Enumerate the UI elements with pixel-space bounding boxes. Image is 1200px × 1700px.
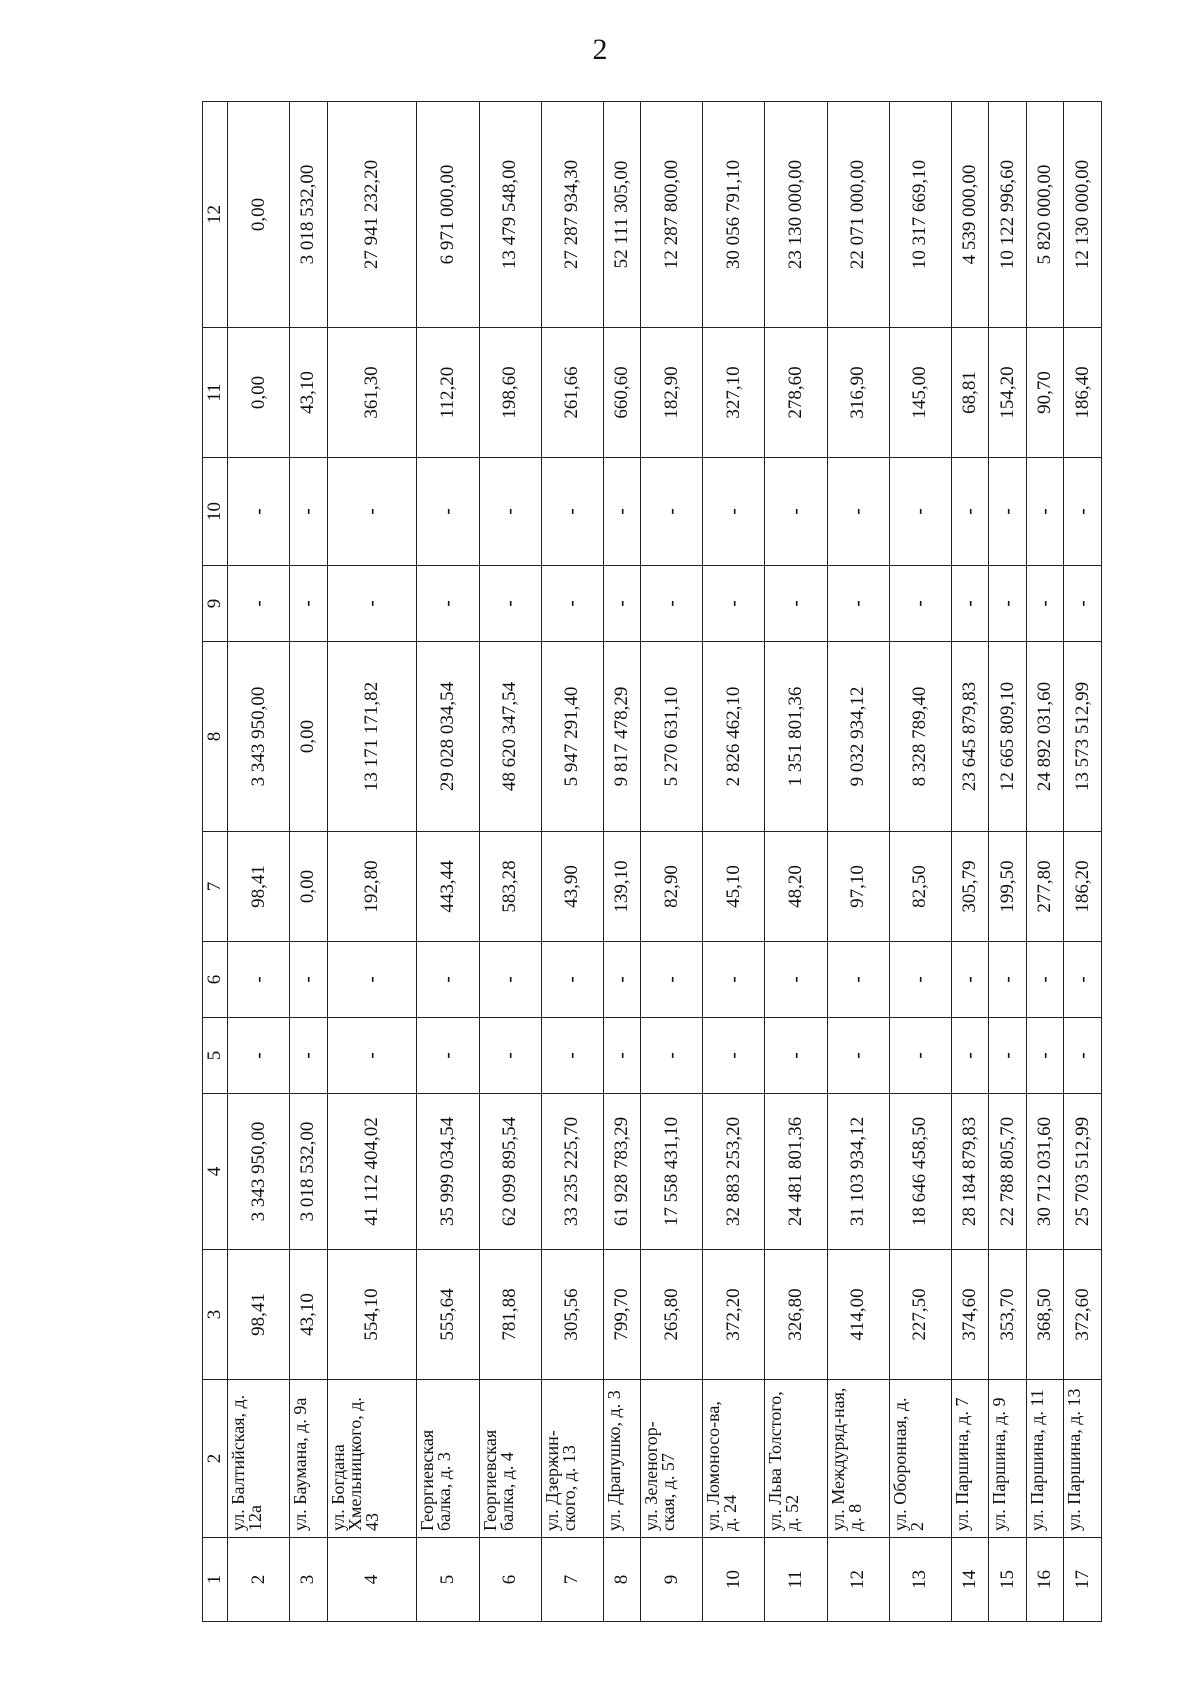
table-cell: - <box>889 458 951 566</box>
table-cell: 199,50 <box>989 832 1027 942</box>
table-header-row <box>203 102 228 1622</box>
table-row <box>703 102 765 1622</box>
table-cell: - <box>1026 942 1064 1018</box>
table-cell: 414,00 <box>827 1250 889 1380</box>
table-cell: 8 328 789,40 <box>889 642 951 832</box>
table-row <box>1064 102 1102 1622</box>
table-row <box>541 102 603 1622</box>
table-cell: 35 999 034,54 <box>417 1094 479 1250</box>
data-table-frame <box>202 102 1102 1622</box>
table-row <box>765 102 827 1622</box>
table-cell: 22 071 000,00 <box>827 102 889 328</box>
table-cell: 443,44 <box>417 832 479 942</box>
column-header: 8 <box>203 642 228 832</box>
table-cell: 361,30 <box>327 328 417 458</box>
table-row <box>228 102 290 1622</box>
table-cell: 97,10 <box>827 832 889 942</box>
table-cell: 182,90 <box>641 328 703 458</box>
table-cell: 305,56 <box>541 1250 603 1380</box>
table-cell: - <box>1064 566 1102 642</box>
table-cell: - <box>889 1018 951 1094</box>
table-cell: 13 171 171,82 <box>327 642 417 832</box>
table-cell: - <box>603 458 641 566</box>
table-cell: 112,20 <box>417 328 479 458</box>
table-row <box>641 102 703 1622</box>
table-cell: 82,90 <box>641 832 703 942</box>
table-cell: 4 <box>327 1538 417 1622</box>
table-cell: 15 <box>989 1538 1027 1622</box>
table-cell: - <box>827 566 889 642</box>
table-row <box>889 102 951 1622</box>
table-cell: 3 343 950,00 <box>228 642 290 832</box>
table-cell: 145,00 <box>889 328 951 458</box>
column-header: 5 <box>203 1018 228 1094</box>
column-header: 9 <box>203 566 228 642</box>
table-cell: 374,60 <box>951 1250 989 1380</box>
table-cell: 277,80 <box>1026 832 1064 942</box>
table-cell: 24 481 801,36 <box>765 1094 827 1250</box>
table-row <box>989 102 1027 1622</box>
table-cell: - <box>765 1018 827 1094</box>
table-cell: 43,10 <box>290 1250 328 1380</box>
table-row <box>827 102 889 1622</box>
table-row <box>951 102 989 1622</box>
table-cell: - <box>703 566 765 642</box>
table-cell: - <box>1064 458 1102 566</box>
table-cell: 9 817 478,29 <box>603 642 641 832</box>
table-cell: 17 <box>1064 1538 1102 1622</box>
data-table <box>202 101 1102 1622</box>
table-cell: 14 <box>951 1538 989 1622</box>
table-cell: 13 479 548,00 <box>479 102 541 328</box>
table-cell: - <box>951 1018 989 1094</box>
table-cell: 98,41 <box>228 1250 290 1380</box>
table-body <box>203 102 1102 1622</box>
address-cell: Георгиевская балка, д. 4 <box>479 1380 541 1538</box>
table-cell: - <box>1026 1018 1064 1094</box>
table-cell: - <box>541 566 603 642</box>
table-cell: 29 028 034,54 <box>417 642 479 832</box>
column-header: 11 <box>203 328 228 458</box>
table-cell: - <box>479 1018 541 1094</box>
table-cell: 3 343 950,00 <box>228 1094 290 1250</box>
table-cell: 43,90 <box>541 832 603 942</box>
table-cell: 62 099 895,54 <box>479 1094 541 1250</box>
address-cell: ул. Богдана Хмельницкого, д. 43 <box>327 1380 417 1538</box>
column-header: 3 <box>203 1250 228 1380</box>
table-cell: 12 <box>827 1538 889 1622</box>
table-row <box>603 102 641 1622</box>
table-cell: 27 287 934,30 <box>541 102 603 328</box>
table-cell: 781,88 <box>479 1250 541 1380</box>
table-cell: 10 <box>703 1538 765 1622</box>
column-header: 1 <box>203 1538 228 1622</box>
table-cell: 43,10 <box>290 328 328 458</box>
address-cell: ул. Паршина, д. 9 <box>989 1380 1027 1538</box>
table-cell: - <box>327 942 417 1018</box>
table-cell: - <box>641 1018 703 1094</box>
table-cell: - <box>541 458 603 566</box>
table-cell: 265,80 <box>641 1250 703 1380</box>
address-cell: ул. Паршина, д. 13 <box>1064 1380 1102 1538</box>
table-cell: 305,79 <box>951 832 989 942</box>
table-cell: 139,10 <box>603 832 641 942</box>
table-cell: 24 892 031,60 <box>1026 642 1064 832</box>
table-cell: - <box>641 942 703 1018</box>
table-cell: 98,41 <box>228 832 290 942</box>
address-cell: ул. Паршина, д. 7 <box>951 1380 989 1538</box>
table-cell: 18 646 458,50 <box>889 1094 951 1250</box>
table-cell: 3 018 532,00 <box>290 102 328 328</box>
table-cell: 326,80 <box>765 1250 827 1380</box>
table-cell: 10 122 996,60 <box>989 102 1027 328</box>
table-cell: 583,28 <box>479 832 541 942</box>
table-cell: - <box>889 942 951 1018</box>
column-header: 6 <box>203 942 228 1018</box>
table-cell: - <box>989 1018 1027 1094</box>
table-cell: - <box>327 566 417 642</box>
table-cell: - <box>290 1018 328 1094</box>
table-cell: 154,20 <box>989 328 1027 458</box>
table-cell: 90,70 <box>1026 328 1064 458</box>
address-cell: ул. Дзержин-ского, д. 13 <box>541 1380 603 1538</box>
table-cell: 316,90 <box>827 328 889 458</box>
table-cell: 12 665 809,10 <box>989 642 1027 832</box>
table-cell: - <box>479 566 541 642</box>
table-cell: 2 <box>228 1538 290 1622</box>
table-cell: - <box>417 458 479 566</box>
table-cell: - <box>951 458 989 566</box>
table-cell: 278,60 <box>765 328 827 458</box>
table-cell: 12 287 800,00 <box>641 102 703 328</box>
table-cell: - <box>228 566 290 642</box>
table-cell: 261,66 <box>541 328 603 458</box>
table-row <box>327 102 417 1622</box>
table-cell: 22 788 805,70 <box>989 1094 1027 1250</box>
table-cell: 28 184 879,83 <box>951 1094 989 1250</box>
table-cell: - <box>827 458 889 566</box>
table-cell: 372,60 <box>1064 1250 1102 1380</box>
table-cell: - <box>603 1018 641 1094</box>
table-cell: 0,00 <box>290 832 328 942</box>
table-cell: 1 351 801,36 <box>765 642 827 832</box>
table-cell: 9 032 934,12 <box>827 642 889 832</box>
table-cell: 555,64 <box>417 1250 479 1380</box>
table-cell: 13 573 512,99 <box>1064 642 1102 832</box>
table-cell: 12 130 000,00 <box>1064 102 1102 328</box>
table-cell: - <box>989 458 1027 566</box>
table-cell: 45,10 <box>703 832 765 942</box>
table-cell: 32 883 253,20 <box>703 1094 765 1250</box>
table-cell: 368,50 <box>1026 1250 1064 1380</box>
table-cell: - <box>1064 1018 1102 1094</box>
column-header: 7 <box>203 832 228 942</box>
address-cell: ул. Баумана, д. 9а <box>290 1380 328 1538</box>
table-cell: - <box>327 458 417 566</box>
address-cell: ул. Паршина, д. 11 <box>1026 1380 1064 1538</box>
table-cell: - <box>541 942 603 1018</box>
table-cell: 8 <box>603 1538 641 1622</box>
table-cell: 6 <box>479 1538 541 1622</box>
table-cell: - <box>827 1018 889 1094</box>
table-cell: 186,20 <box>1064 832 1102 942</box>
address-cell: ул. Ломоносо-ва, д. 24 <box>703 1380 765 1538</box>
table-cell: 23 130 000,00 <box>765 102 827 328</box>
table-row <box>1026 102 1064 1622</box>
table-row <box>290 102 328 1622</box>
address-cell: Георгиевская балка, д. 3 <box>417 1380 479 1538</box>
table-cell: 52 111 305,00 <box>603 102 641 328</box>
table-cell: - <box>479 942 541 1018</box>
table-cell: - <box>951 566 989 642</box>
table-cell: - <box>417 942 479 1018</box>
table-cell: 7 <box>541 1538 603 1622</box>
table-cell: 17 558 431,10 <box>641 1094 703 1250</box>
address-cell: ул. Льва Толстого, д. 52 <box>765 1380 827 1538</box>
table-cell: 660,60 <box>603 328 641 458</box>
table-cell: - <box>765 942 827 1018</box>
page-number: 2 <box>592 33 608 66</box>
table-cell: 23 645 879,83 <box>951 642 989 832</box>
table-cell: - <box>889 566 951 642</box>
table-cell: - <box>1064 942 1102 1018</box>
table-cell: 30 712 031,60 <box>1026 1094 1064 1250</box>
table-cell: 3 <box>290 1538 328 1622</box>
address-cell: ул. Драпушко, д. 3 <box>603 1380 641 1538</box>
table-cell: 5 947 291,40 <box>541 642 603 832</box>
table-cell: - <box>603 566 641 642</box>
table-cell: 0,00 <box>228 102 290 328</box>
table-cell: 0,00 <box>228 328 290 458</box>
table-cell: - <box>827 942 889 1018</box>
table-cell: 227,50 <box>889 1250 951 1380</box>
table-cell: 10 317 669,10 <box>889 102 951 328</box>
table-cell: - <box>417 566 479 642</box>
table-cell: 16 <box>1026 1538 1064 1622</box>
column-header: 10 <box>203 458 228 566</box>
table-cell: - <box>765 566 827 642</box>
table-row <box>417 102 479 1622</box>
table-cell: 5 270 631,10 <box>641 642 703 832</box>
table-cell: - <box>641 566 703 642</box>
table-cell: 68,81 <box>951 328 989 458</box>
table-cell: 9 <box>641 1538 703 1622</box>
table-cell: - <box>290 942 328 1018</box>
table-cell: 0,00 <box>290 642 328 832</box>
table-cell: - <box>417 1018 479 1094</box>
column-header: 12 <box>203 102 228 328</box>
table-cell: 554,10 <box>327 1250 417 1380</box>
table-cell: 5 820 000,00 <box>1026 102 1064 328</box>
table-cell: 198,60 <box>479 328 541 458</box>
table-cell: - <box>989 566 1027 642</box>
table-cell: 31 103 934,12 <box>827 1094 889 1250</box>
table-cell: - <box>479 458 541 566</box>
table-cell: 82,50 <box>889 832 951 942</box>
table-cell: 6 971 000,00 <box>417 102 479 328</box>
table-cell: - <box>703 458 765 566</box>
table-cell: - <box>641 458 703 566</box>
address-cell: ул. Балтийская, д. 12а <box>228 1380 290 1538</box>
table-cell: 353,70 <box>989 1250 1027 1380</box>
table-cell: 3 018 532,00 <box>290 1094 328 1250</box>
address-cell: ул. Зеленогор-ская, д. 57 <box>641 1380 703 1538</box>
table-cell: - <box>1026 566 1064 642</box>
table-cell: 192,80 <box>327 832 417 942</box>
table-cell: 48 620 347,54 <box>479 642 541 832</box>
table-cell: - <box>765 458 827 566</box>
table-cell: - <box>703 942 765 1018</box>
table-cell: - <box>541 1018 603 1094</box>
table-cell: 27 941 232,20 <box>327 102 417 328</box>
table-cell: 799,70 <box>603 1250 641 1380</box>
table-cell: - <box>603 942 641 1018</box>
rotated-table-container <box>202 102 1102 1622</box>
table-cell: 372,20 <box>703 1250 765 1380</box>
address-cell: ул. Оборонная, д. 2 <box>889 1380 951 1538</box>
table-cell: 61 928 783,29 <box>603 1094 641 1250</box>
table-cell: 48,20 <box>765 832 827 942</box>
table-cell: - <box>703 1018 765 1094</box>
table-cell: - <box>290 458 328 566</box>
column-header: 2 <box>203 1380 228 1538</box>
address-cell: ул. Междуряд-ная, д. 8 <box>827 1380 889 1538</box>
table-cell: 11 <box>765 1538 827 1622</box>
table-cell: - <box>327 1018 417 1094</box>
table-cell: - <box>1026 458 1064 566</box>
table-cell: - <box>228 458 290 566</box>
table-cell: 186,40 <box>1064 328 1102 458</box>
table-cell: - <box>290 566 328 642</box>
table-cell: 30 056 791,10 <box>703 102 765 328</box>
table-cell: 25 703 512,99 <box>1064 1094 1102 1250</box>
table-cell: 13 <box>889 1538 951 1622</box>
table-cell: - <box>228 1018 290 1094</box>
table-cell: 327,10 <box>703 328 765 458</box>
table-cell: - <box>951 942 989 1018</box>
table-cell: 5 <box>417 1538 479 1622</box>
table-cell: 33 235 225,70 <box>541 1094 603 1250</box>
table-cell: 41 112 404,02 <box>327 1094 417 1250</box>
column-header: 4 <box>203 1094 228 1250</box>
table-cell: 4 539 000,00 <box>951 102 989 328</box>
table-cell: - <box>228 942 290 1018</box>
table-row <box>479 102 541 1622</box>
table-cell: 2 826 462,10 <box>703 642 765 832</box>
table-cell: - <box>989 942 1027 1018</box>
